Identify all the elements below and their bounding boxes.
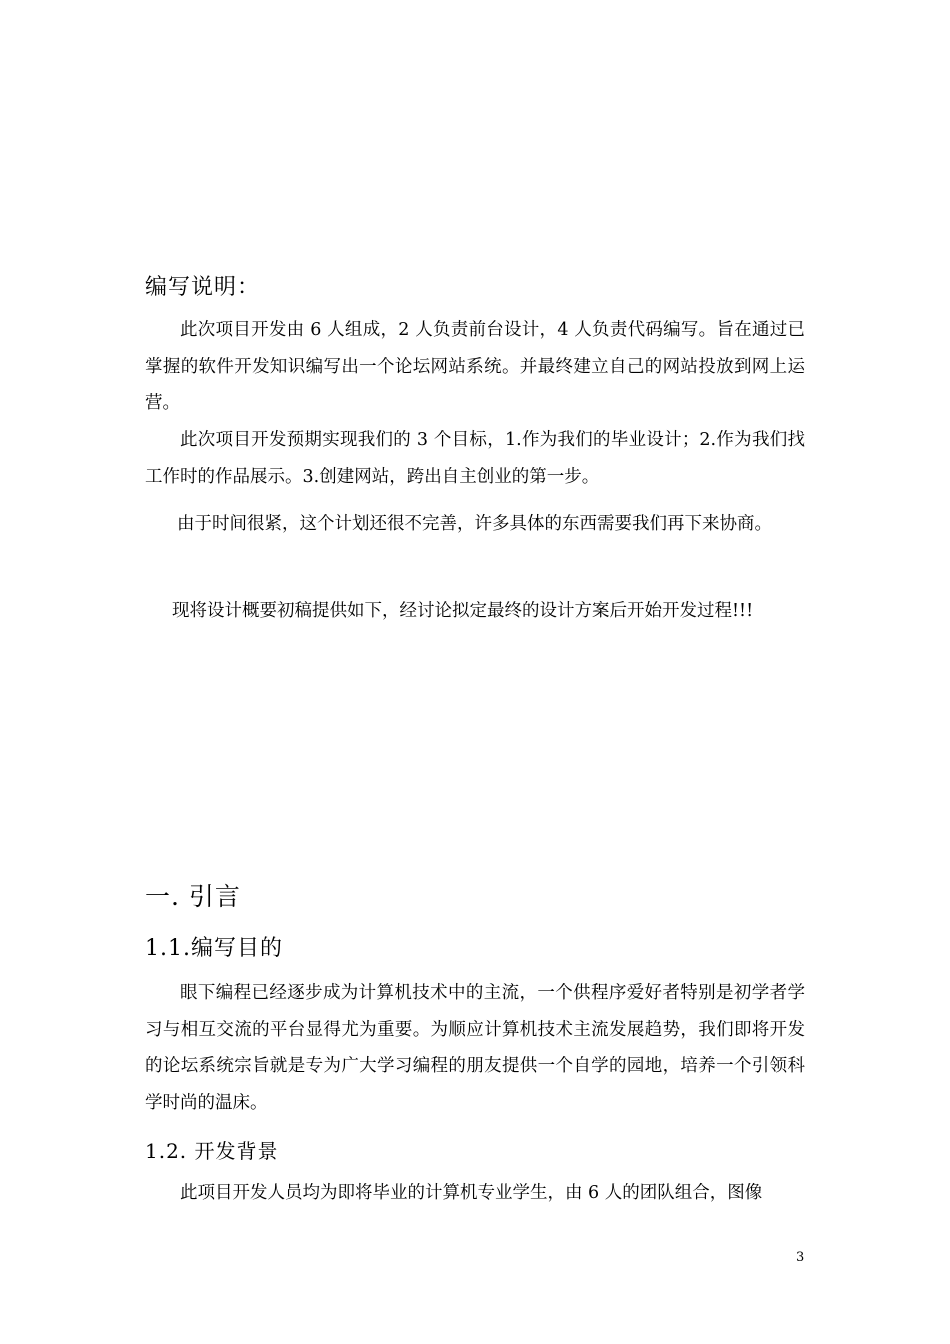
chapter-title: 一. 引言 <box>145 882 241 911</box>
section-body-1-1: 眼下编程已经逐步成为计算机技术中的主流，一个供程序爱好者特别是初学者学习与相互交流的平台显得尤为重要。为顺应计算机技术主流发展趋势，我们即将开发的论坛系统宗旨就是专为广大学习编程的朋友提供一个自学的园地，培养一个引领科学时尚的温床。 <box>145 983 805 1113</box>
section-title-1-2: 1.2. 开发背景 <box>145 1139 279 1163</box>
preface-paragraph-2: 此次项目开发预期实现我们的 3 个目标，1.作为我们的毕业设计；2.作为我们找工作时的作品展示。3.创建网站，跨出自主创业的第一步。 <box>145 430 805 487</box>
section-title-1-1: 1.1.编写目的 <box>145 936 283 961</box>
preface-paragraph-1: 此次项目开发由 6 人组成，2 人负责前台设计，4 人负责代码编写。旨在通过已掌握的软件开发知识编写出一个论坛网站系统。并最终建立自己的网站投放到网上运营。 <box>145 320 805 413</box>
preface-note: 由于时间很紧，这个计划还很不完善，许多具体的东西需要我们再下来协商。 <box>177 514 772 534</box>
preface-closing: 现将设计概要初稿提供如下，经讨论拟定最终的设计方案后开始开发过程!!! <box>172 601 754 621</box>
page-number: 3 <box>796 1250 805 1265</box>
section-body-1-2: 此项目开发人员均为即将毕业的计算机专业学生，由 6 人的团队组合，图像 <box>180 1183 763 1203</box>
preface-heading: 编写说明： <box>145 275 261 300</box>
